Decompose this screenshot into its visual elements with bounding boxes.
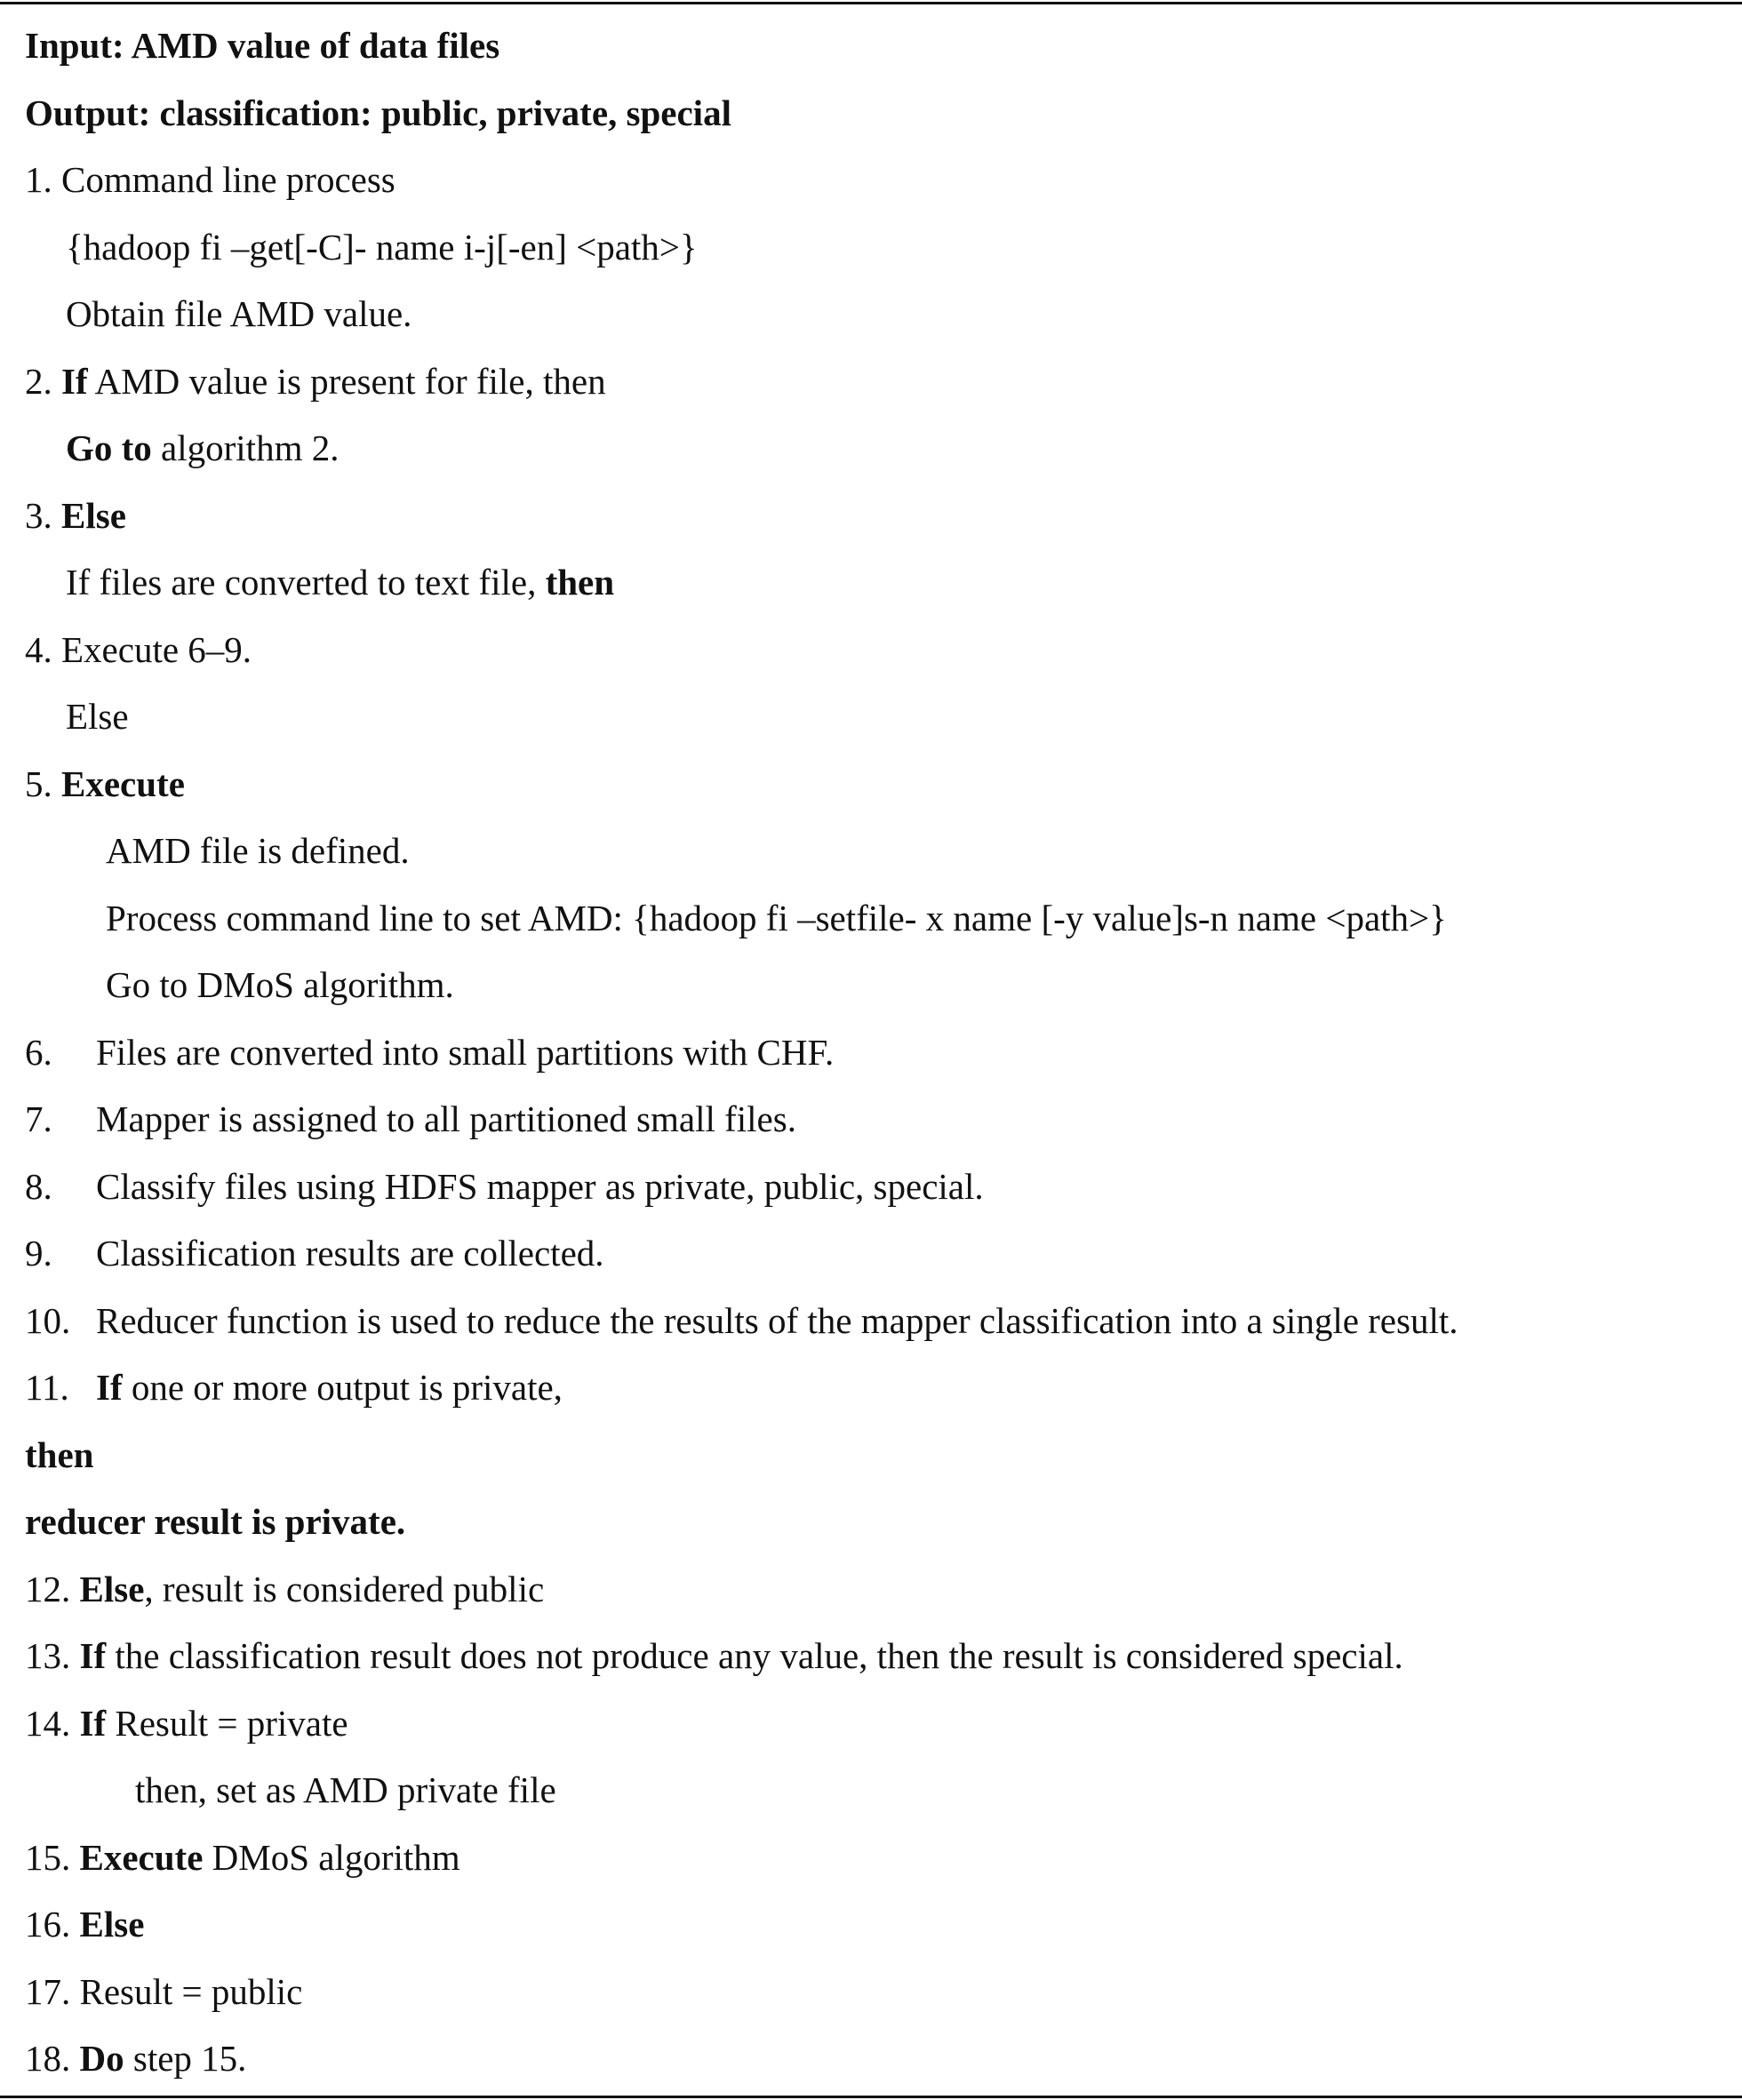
keyword: Else — [79, 1569, 145, 1609]
step-text: DMoS algorithm — [212, 1837, 460, 1878]
step-5-goto: Go to DMoS algorithm. — [106, 964, 454, 1005]
step-number: 3. — [25, 495, 52, 536]
step-12 — [25, 1568, 544, 1610]
step-11 — [25, 1366, 563, 1409]
step-3-condition — [66, 561, 614, 603]
step-5-command: Process command line to set AMD: {hadoop fi –setfile- x name [-y value]s-n name <path>} — [106, 898, 1447, 938]
step-number: 16. — [25, 1904, 71, 1944]
step-10 — [25, 1299, 1458, 1342]
step-3 — [25, 494, 126, 537]
step-text: Reducer function is used to reduce the results of the mapper classification into a single result. — [96, 1300, 1458, 1341]
keyword: If — [79, 1703, 107, 1744]
step-text: the classification result does not produce any value, then the result is considered special. — [115, 1635, 1403, 1676]
step-2-goto — [66, 427, 339, 469]
step-text: , result is considered public — [144, 1569, 545, 1609]
step-number: 1. — [25, 159, 52, 200]
step-5 — [25, 763, 185, 805]
keyword: If — [96, 1367, 123, 1408]
step-number: 13. — [25, 1635, 71, 1676]
step-text: algorithm 2. — [161, 427, 340, 468]
keyword: Else — [61, 495, 126, 536]
step-number: 18. — [25, 2038, 71, 2079]
step-text: Classification results are collected. — [96, 1233, 604, 1274]
bottom-rule — [0, 2096, 1742, 2098]
keyword: then — [545, 562, 615, 603]
keyword: Execute — [79, 1837, 204, 1878]
step-number: 5. — [25, 763, 52, 804]
step-2 — [25, 360, 606, 403]
step-4-else: Else — [66, 696, 129, 737]
step-14-then: then, set as AMD private file — [135, 1769, 556, 1810]
step-number: 12. — [25, 1569, 71, 1609]
step-11-then: then — [25, 1434, 94, 1475]
step-number: 2. — [25, 361, 52, 402]
step-5-defined: AMD file is defined. — [106, 830, 410, 871]
step-text: Result = private — [115, 1703, 348, 1744]
step-number: 9. — [25, 1233, 52, 1274]
step-number: 4. — [25, 629, 52, 670]
step-number: 8. — [25, 1166, 52, 1207]
step-8 — [25, 1165, 984, 1208]
step-text: step 15. — [132, 2038, 247, 2079]
step-number: 14. — [25, 1703, 71, 1744]
input-heading: Input: AMD value of data files — [25, 25, 500, 66]
keyword: Execute — [61, 763, 185, 804]
step-text: one or more output is private, — [131, 1367, 563, 1408]
keyword: Go to — [66, 427, 152, 468]
step-text: Result = public — [79, 1971, 303, 2012]
step-text: Execute 6–9. — [61, 629, 252, 670]
step-7 — [25, 1098, 796, 1140]
step-1-command: {hadoop fi –get[-C]- name i-j[-en] <path>} — [66, 227, 698, 267]
step-1-obtain: Obtain file AMD value. — [66, 293, 412, 334]
top-rule — [0, 2, 1742, 4]
step-number: 6. — [25, 1032, 52, 1073]
step-number: 17. — [25, 1971, 71, 2012]
step-15 — [25, 1836, 460, 1879]
keyword: If — [79, 1635, 107, 1676]
step-number: 11. — [25, 1367, 69, 1408]
step-18 — [25, 2037, 246, 2080]
step-16 — [25, 1903, 144, 1945]
step-14 — [25, 1702, 348, 1745]
step-text: Command line process — [61, 159, 396, 200]
keyword: Do — [79, 2038, 124, 2079]
output-heading: Output: classification: public, private, special — [25, 92, 731, 133]
step-text: Files are converted into small partitions with CHF. — [96, 1032, 835, 1073]
step-number: 10. — [25, 1300, 71, 1341]
step-text: Classify files using HDFS mapper as private, public, special. — [96, 1166, 984, 1207]
step-6 — [25, 1031, 834, 1074]
step-13 — [25, 1634, 1403, 1677]
step-text: If files are converted to text file, — [66, 562, 537, 603]
step-text: Mapper is assigned to all partitioned small files. — [96, 1098, 796, 1139]
step-number: 15. — [25, 1837, 71, 1878]
keyword: If — [61, 361, 88, 402]
step-11-result: reducer result is private. — [25, 1501, 406, 1542]
step-number: 7. — [25, 1098, 52, 1139]
step-17 — [25, 1970, 302, 2013]
keyword: Else — [79, 1904, 145, 1944]
step-1 — [25, 158, 396, 201]
step-text: AMD value is present for file, then — [94, 361, 606, 402]
step-9 — [25, 1232, 604, 1274]
step-4 — [25, 628, 252, 671]
